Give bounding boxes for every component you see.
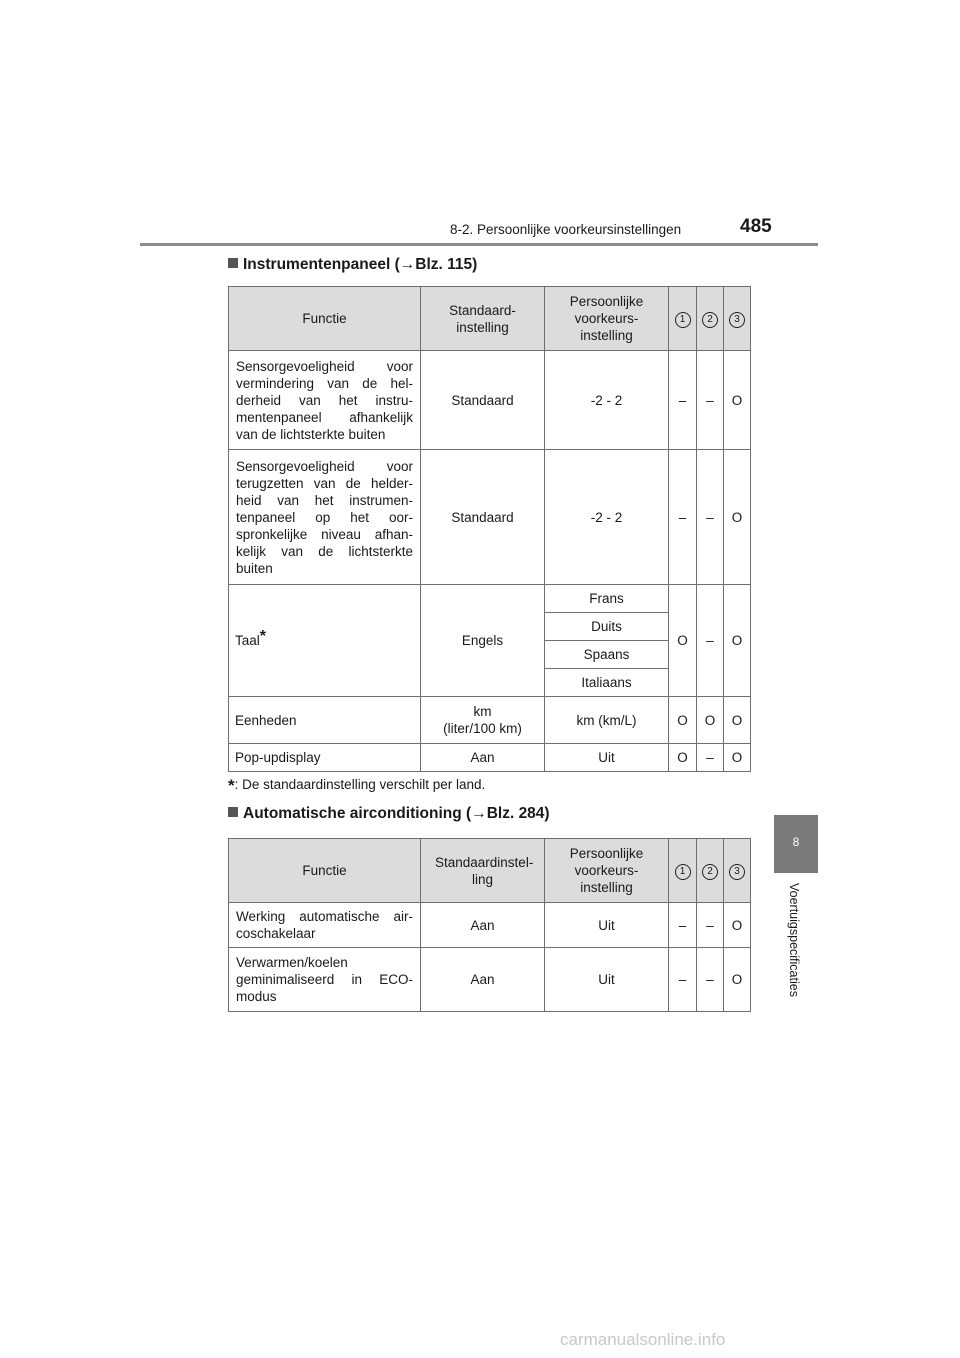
cell-functie: Sensorgevoeligheid voor vermindering van de hel-derheid van het instru-mentenpaneel afhankelijk van de lichtsterkte buiten — [229, 351, 421, 450]
header-functie: Functie — [229, 287, 421, 351]
cell-option: Duits — [545, 613, 669, 641]
cell-standaard: Aan — [421, 744, 545, 772]
header-col-2 — [697, 839, 724, 903]
header-functie: Functie — [229, 839, 421, 903]
table-row — [229, 697, 751, 744]
cell-standaard: Standaard — [421, 450, 545, 585]
cell-persoonlijk: Uit — [545, 948, 669, 1012]
header-col-3 — [724, 287, 751, 351]
chapter-tab-number: 8 — [792, 835, 800, 849]
watermark: carmanualsonline.info — [560, 1330, 726, 1349]
circled-number-3-icon: 3 — [729, 864, 745, 880]
cell-c2: – — [697, 450, 724, 585]
cell-option: Italiaans — [545, 669, 669, 697]
cell-c2: O — [697, 697, 724, 744]
table-row — [229, 948, 751, 1012]
cell-c3: O — [724, 450, 751, 585]
cell-functie: Pop-updisplay — [229, 744, 421, 772]
header-divider — [140, 243, 818, 246]
circled-number-3-icon: 3 — [729, 312, 745, 328]
settings-table-instrumentenpaneel — [228, 286, 751, 772]
cell-standaard: Engels — [421, 585, 545, 697]
cell-functie: Verwarmen/koelen geminimaliseerd in ECO-modus — [229, 948, 421, 1012]
section-title-instrumentenpaneel: Instrumentenpaneel (→Blz. 115) — [228, 256, 477, 274]
cell-c2: – — [697, 948, 724, 1012]
cell-c3: O — [724, 351, 751, 450]
cell-c1: O — [669, 697, 697, 744]
chapter-tab[interactable] — [774, 815, 818, 873]
header-col-2 — [697, 287, 724, 351]
circled-number-2-icon: 2 — [702, 864, 718, 880]
page-reference[interactable]: Blz. 115) — [415, 256, 478, 273]
circled-number-1-icon: 1 — [675, 312, 691, 328]
cell-c3: O — [724, 697, 751, 744]
cell-functie: Eenheden — [229, 697, 421, 744]
section-title-airconditioning: Automatische airconditioning (→Blz. 284) — [228, 805, 550, 823]
cell-c3: O — [724, 948, 751, 1012]
table-row — [229, 585, 751, 613]
cell-c3: O — [724, 903, 751, 948]
asterisk-icon: * — [259, 628, 266, 645]
cell-c1: O — [669, 744, 697, 772]
cell-persoonlijk: -2 - 2 — [545, 351, 669, 450]
header-standaard: Standaardinstel-ling — [421, 839, 545, 903]
cell-c2: – — [697, 744, 724, 772]
chapter-heading: 8-2. Persoonlijke voorkeursinstellingen — [450, 222, 682, 237]
cell-persoonlijk: -2 - 2 — [545, 450, 669, 585]
cell-persoonlijk: Uit — [545, 903, 669, 948]
cell-functie: Taal* — [229, 585, 421, 697]
header-standaard: Standaard-instelling — [421, 287, 545, 351]
cell-c2: – — [697, 351, 724, 450]
cell-c1: – — [669, 450, 697, 585]
cell-functie: Werking automatische air-coschakelaar — [229, 903, 421, 948]
table-row — [229, 351, 751, 450]
circled-number-2-icon: 2 — [702, 312, 718, 328]
page-number: 485 — [740, 216, 772, 237]
table-header-row — [229, 287, 751, 351]
header-col-1 — [669, 287, 697, 351]
cell-c1: O — [669, 585, 697, 697]
table-row — [229, 744, 751, 772]
cell-standaard: Aan — [421, 948, 545, 1012]
cell-option: Spaans — [545, 641, 669, 669]
cell-c3: O — [724, 744, 751, 772]
header-persoonlijk: Persoonlijke voorkeurs-instelling — [545, 287, 669, 351]
cell-option: Frans — [545, 585, 669, 613]
chapter-tab-label: Voertuigspecificaties — [787, 883, 801, 997]
table-row — [229, 450, 751, 585]
footnote-asterisk-icon: * — [228, 776, 235, 795]
bullet-square-icon — [228, 807, 238, 817]
header-persoonlijk: Persoonlijke voorkeurs-instelling — [545, 839, 669, 903]
header-col-1 — [669, 839, 697, 903]
table-row — [229, 903, 751, 948]
settings-table-airconditioning — [228, 838, 751, 1012]
header-col-3 — [724, 839, 751, 903]
bullet-square-icon — [228, 258, 238, 268]
cell-standaard: Aan — [421, 903, 545, 948]
cell-c2: – — [697, 585, 724, 697]
cell-c2: – — [697, 903, 724, 948]
footnote: *: De standaardinstelling verschilt per land. — [228, 776, 486, 795]
cell-standaard: km (liter/100 km) — [421, 697, 545, 744]
cell-c1: – — [669, 948, 697, 1012]
cell-persoonlijk: Uit — [545, 744, 669, 772]
arrow-right-icon: → — [399, 256, 416, 273]
cell-c1: – — [669, 903, 697, 948]
cell-c3: O — [724, 585, 751, 697]
cell-c1: – — [669, 351, 697, 450]
cell-persoonlijk: km (km/L) — [545, 697, 669, 744]
page-reference[interactable]: Blz. 284) — [486, 805, 550, 822]
cell-functie: Sensorgevoeligheid voor terugzetten van de helder-heid van het instrumen-tenpaneel op het oor-spronkelijke niveau afhan-kelijk van de lichtsterkte buiten — [229, 450, 421, 585]
circled-number-1-icon: 1 — [675, 864, 691, 880]
arrow-right-icon: → — [471, 805, 487, 822]
cell-standaard: Standaard — [421, 351, 545, 450]
table-header-row — [229, 839, 751, 903]
